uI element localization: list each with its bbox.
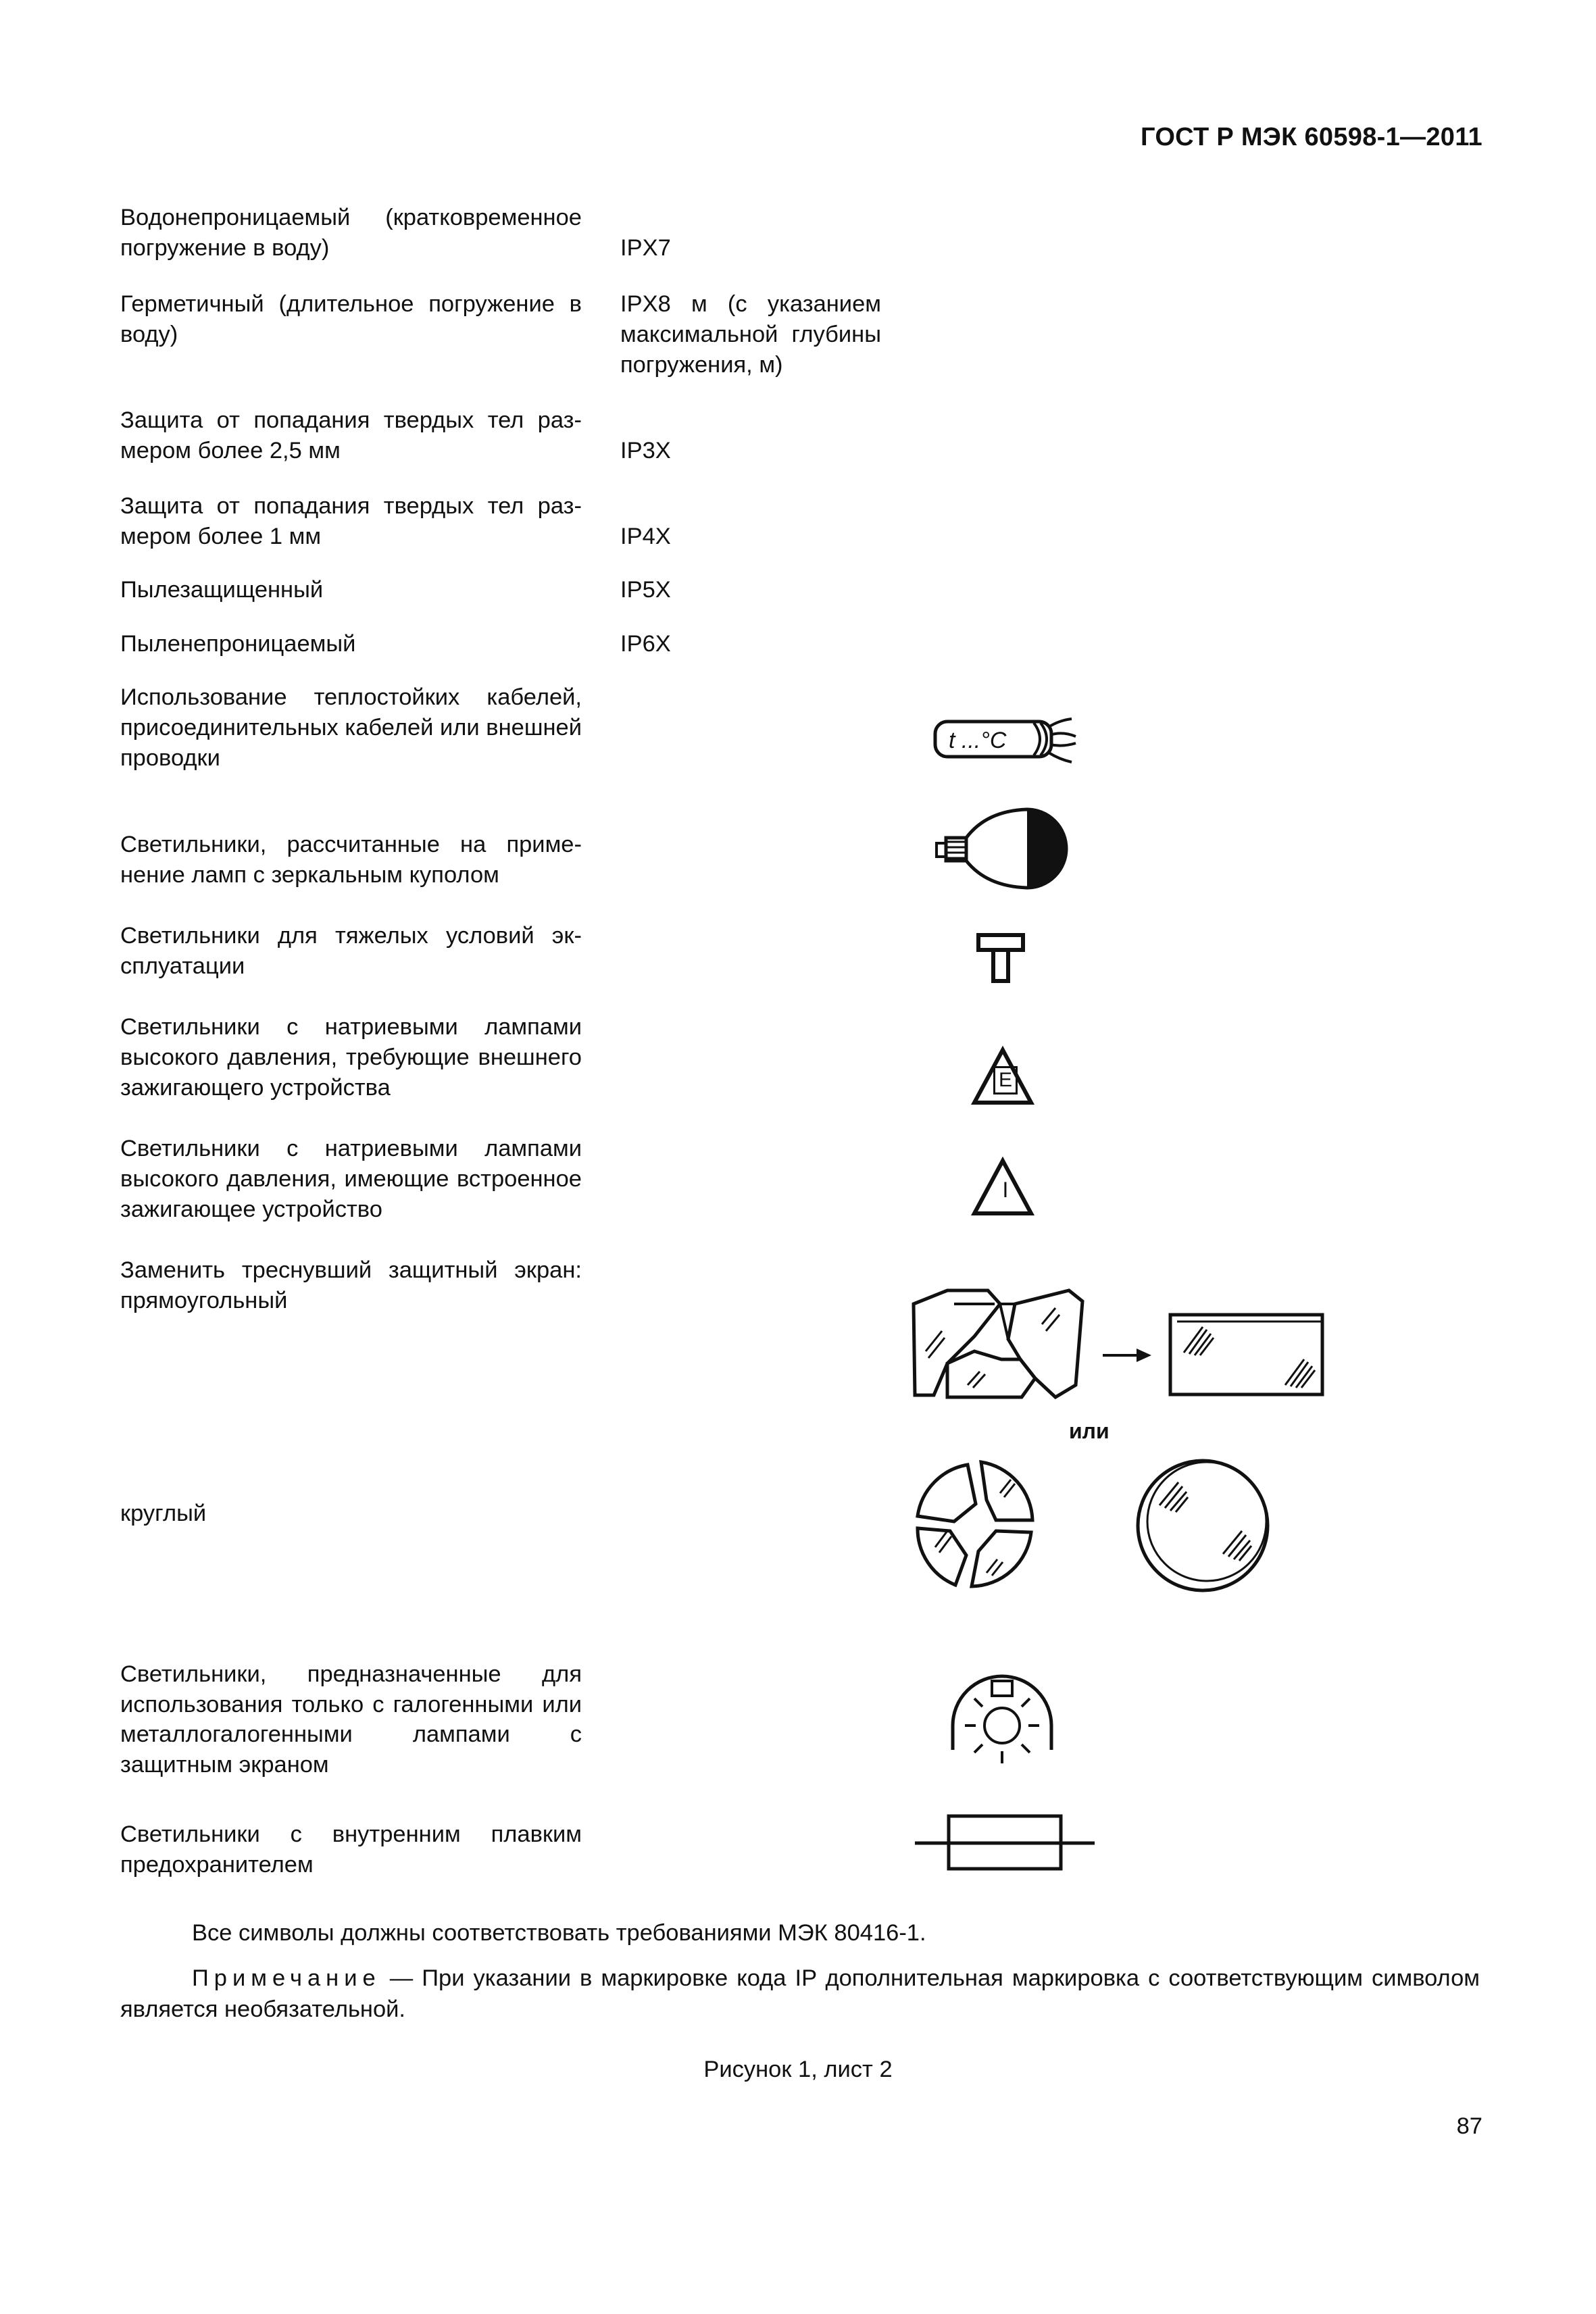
replace-cracked-round-shield-icon xyxy=(905,1453,1270,1601)
row-code: IPX7 xyxy=(620,235,671,261)
rough-service-hammer-icon xyxy=(974,931,1028,985)
row-code: IP6X xyxy=(620,631,671,657)
row-description: круглый xyxy=(120,1501,207,1526)
row-description: Пылезащищенный xyxy=(120,577,324,603)
row-code: IPX8 м (с указанием максимальной глубины погружения, м) xyxy=(620,291,881,378)
row-code: IP4X xyxy=(620,524,671,549)
or-label: или xyxy=(1069,1419,1109,1443)
cable-temperature-label: t ...°C xyxy=(949,728,1007,753)
mirror-dome-lamp-icon xyxy=(932,804,1068,892)
note-text: — При указании в маркировке кода IP дополнительная маркировка с соответствующим символом является необязательной. xyxy=(120,1965,1480,2022)
row-description: Герметичный (длительное погружение в воду) xyxy=(120,291,582,347)
row-description: Водонепроницаемый (кратковременное погружение в воду) xyxy=(120,205,582,261)
row-description: Светильники с натриевыми лампами высокого давления, имеющие встроенное зажигающее устройство xyxy=(120,1136,582,1222)
note-paragraph xyxy=(120,1963,1480,2025)
row-description: Использование теплостойких кабелей, присоединительных кабелей или внешней проводки xyxy=(120,684,582,771)
row-code: IP5X xyxy=(620,577,671,603)
internal-ignitor-letter: I xyxy=(1002,1178,1009,1202)
external-ignitor-letter: E xyxy=(993,1066,1018,1095)
document-header: ГОСТ Р МЭК 60598-1—2011 xyxy=(1140,123,1482,151)
replace-cracked-rectangular-shield-icon xyxy=(907,1284,1332,1405)
row-description: Заменить треснувший защитный экран: прямоугольный xyxy=(120,1257,582,1313)
row-description: Светильники с внутренним плавким предохранителем xyxy=(120,1821,582,1878)
row-description: Защита от попадания твердых тел размером более 1 мм xyxy=(120,493,582,549)
halogen-lamp-shield-icon xyxy=(945,1669,1059,1777)
row-description: Пыленепроницаемый xyxy=(120,631,356,657)
row-description: Светильники для тяжелых условий эксплуатации xyxy=(120,923,582,979)
figure-caption: Рисунок 1, лист 2 xyxy=(703,2057,893,2082)
row-code: IP3X xyxy=(620,438,671,463)
note-label: Примечание xyxy=(192,1965,381,1991)
conformity-statement: Все символы должны соответствовать требованиями МЭК 80416-1. xyxy=(192,1920,926,1946)
internal-fuse-icon xyxy=(914,1811,1096,1876)
page-number: 87 xyxy=(1456,2113,1482,2139)
row-description: Защита от попадания твердых тел размером более 2,5 мм xyxy=(120,407,582,463)
row-description: Светильники, предназначенные для использования только с галогенными или металлогалогенными лампами с защитным экраном xyxy=(120,1661,582,1778)
row-description: Светильники, рассчитанные на применение ламп с зеркальным куполом xyxy=(120,832,582,888)
row-description: Светильники с натриевыми лампами высокого давления, требующие внешнего зажигающего устройства xyxy=(120,1014,582,1101)
